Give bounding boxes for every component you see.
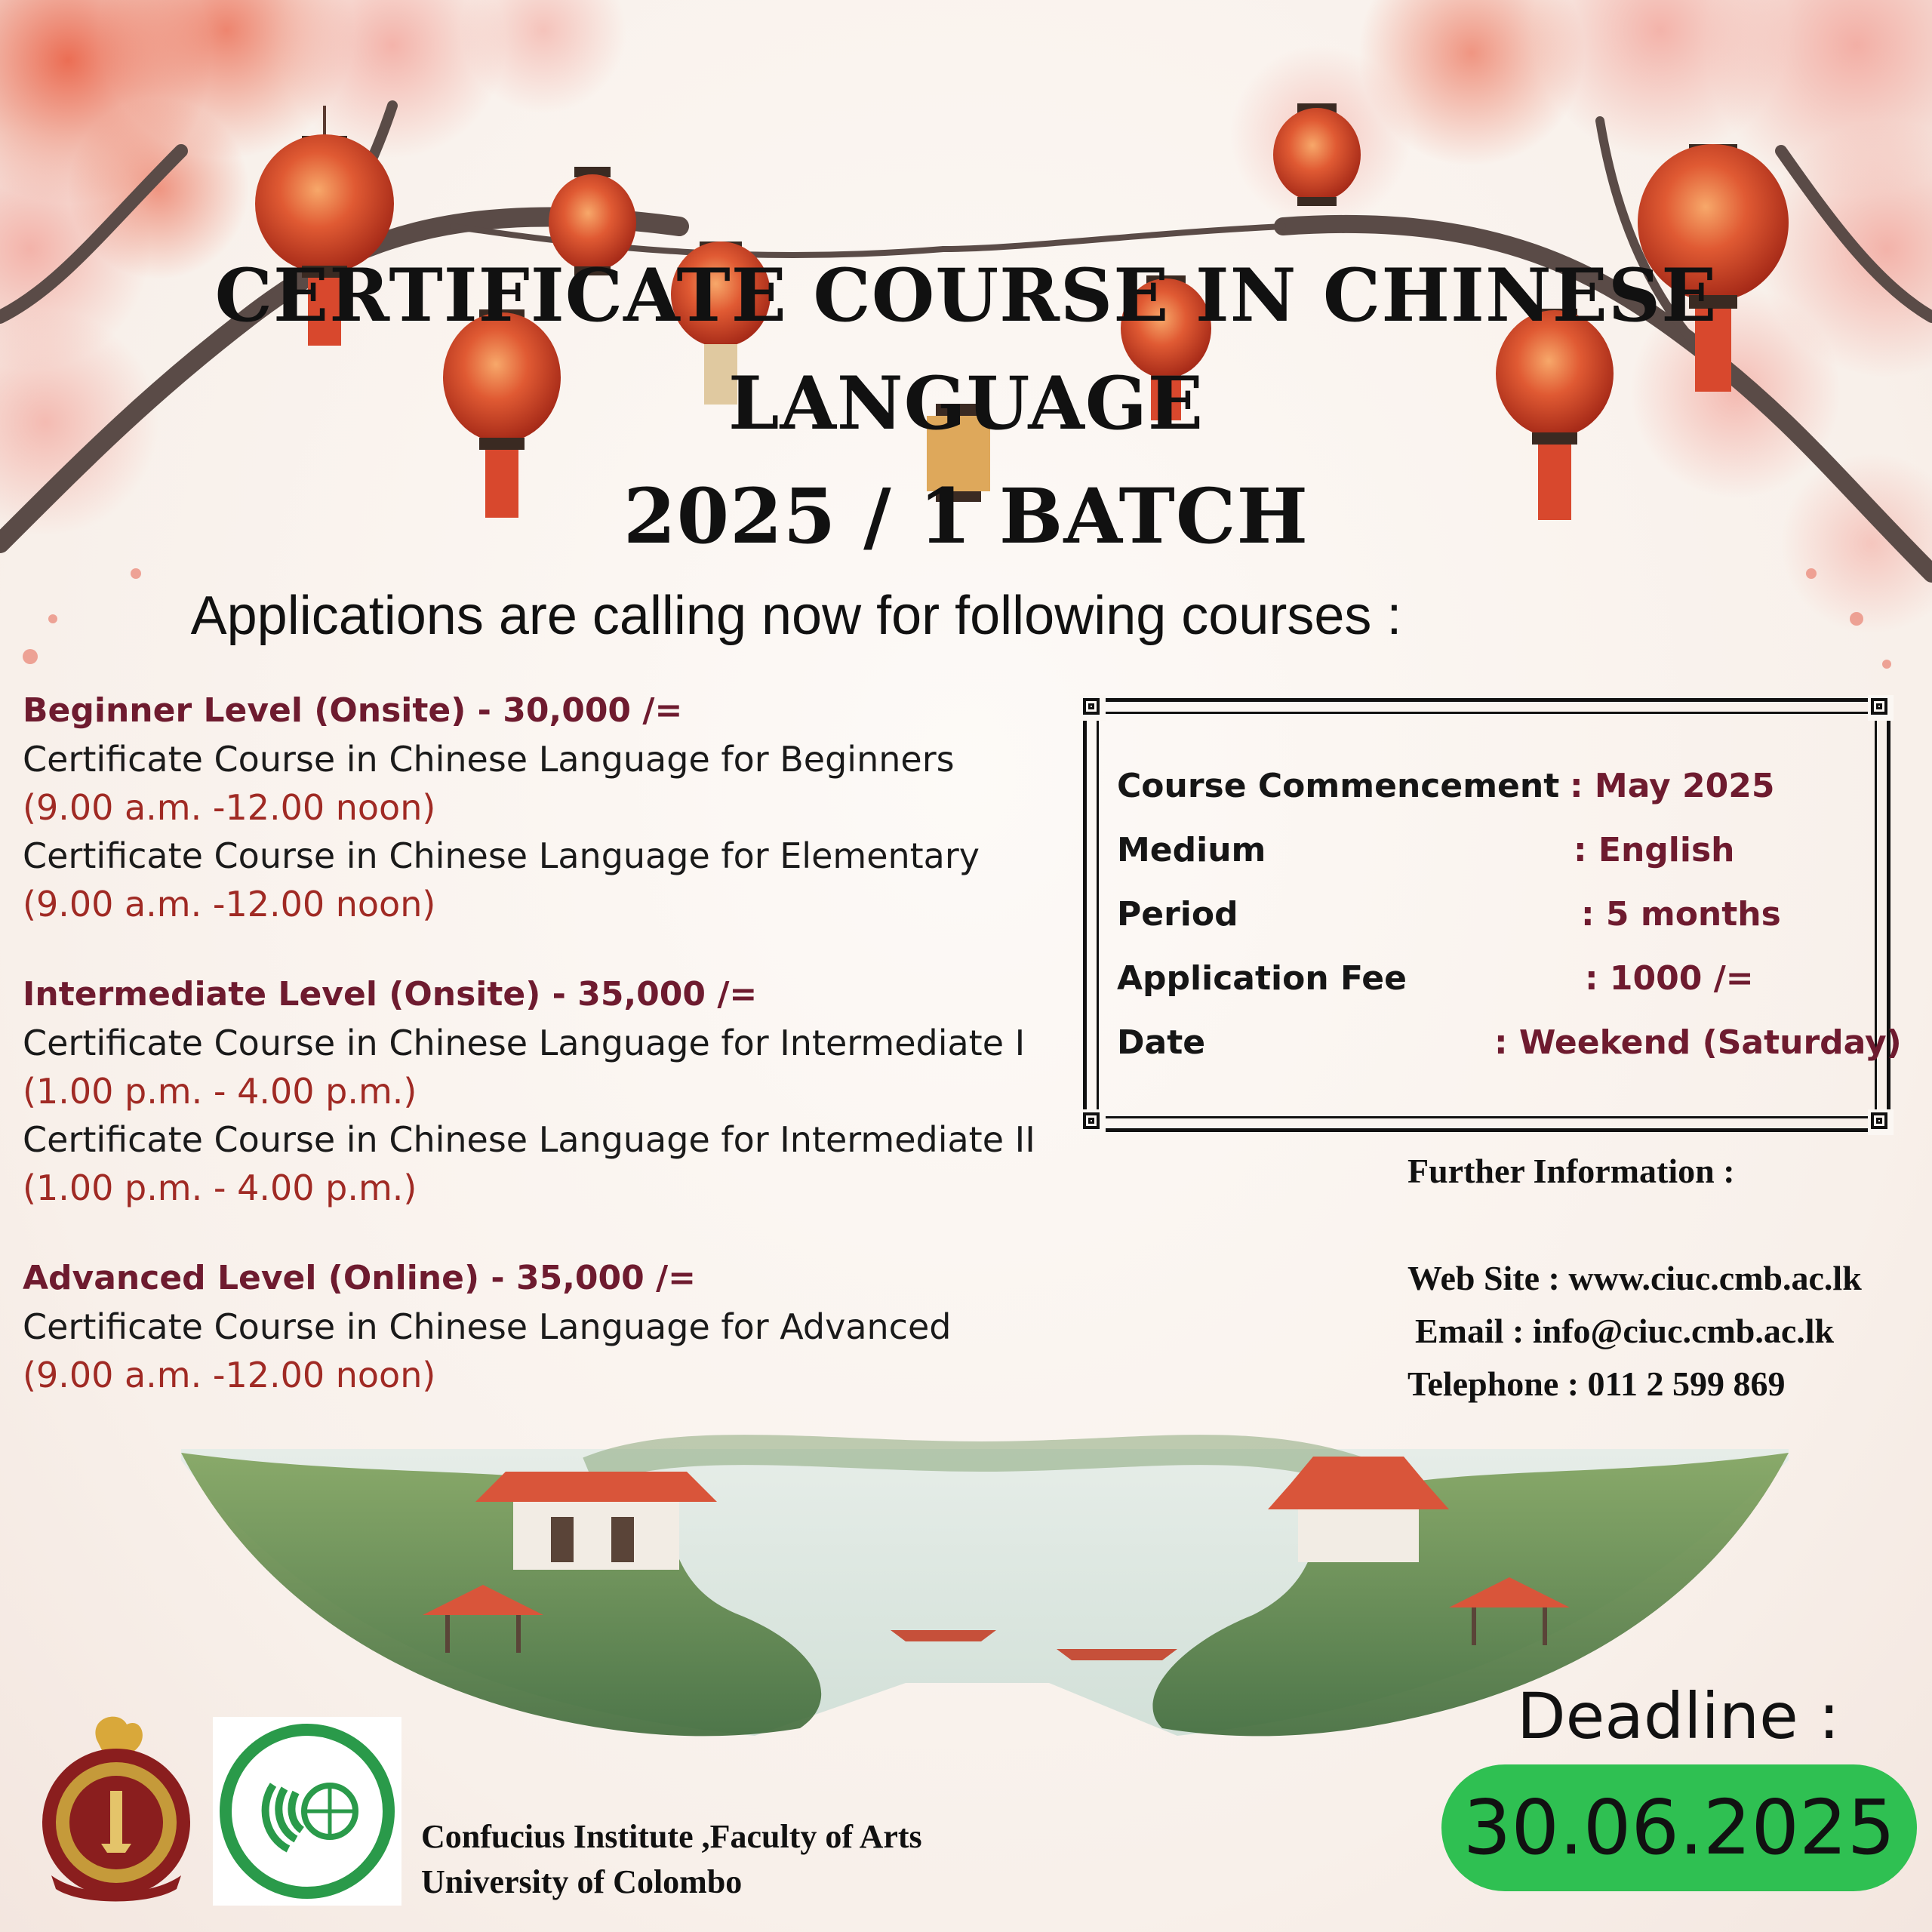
headline-line-2: LANGUAGE [728,361,1204,446]
deadline-date: 30.06.2025 [1463,1783,1896,1872]
deadline-label: Deadline : [1517,1679,1840,1753]
info-value: : 5 months [1581,895,1781,934]
info-value: : 1000 /= [1585,959,1754,998]
university-name: University of Colombo [421,1863,743,1900]
intermediate-level-heading: Intermediate Level (Onsite) - 35,000 /= [23,975,758,1014]
course-info-box [1083,698,1902,1132]
website-text[interactable]: Web Site : www.ciuc.cmb.ac.lk [1407,1259,1862,1297]
telephone-text: Telephone : 011 2 599 869 [1407,1364,1786,1403]
email-text[interactable]: Email : info@ciuc.cmb.ac.lk [1415,1312,1835,1350]
corner-ornament [1080,695,1106,721]
further-information-heading: Further Information : [1407,1152,1735,1190]
course-name: Certificate Course in Chinese Language for Beginners [23,739,955,780]
info-label: Application Fee [1117,959,1407,998]
info-label: Medium [1117,831,1266,869]
course-name: Certificate Course in Chinese Language for Intermediate I [23,1023,1026,1063]
info-value: : Weekend (Saturday) [1494,1023,1902,1062]
info-label: Course Commencement [1117,767,1560,805]
course-time: (1.00 p.m. - 4.00 p.m.) [23,1071,417,1112]
boat [1057,1649,1177,1660]
corner-ornament [1080,1109,1106,1135]
deadline-badge [1441,1764,1917,1891]
headline-line-1: CERTIFICATE COURSE IN CHINESE [214,253,1718,338]
course-name: Certificate Course in Chinese Language for Elementary [23,835,980,876]
course-list [23,687,1064,1399]
institute-name: Confucius Institute ,Faculty of Arts [421,1818,922,1855]
info-label: Period [1117,895,1238,934]
confucius-institute-logo [213,1717,401,1906]
course-time: (9.00 a.m. -12.00 noon) [23,884,436,924]
beginner-level-heading: Beginner Level (Onsite) - 30,000 /= [23,691,683,730]
info-value: : English [1574,831,1735,869]
university-of-colombo-crest [36,1709,196,1907]
boat [891,1630,996,1641]
applications-calling-line: Applications are calling now for following courses : [190,586,1402,646]
course-time: (1.00 p.m. - 4.00 p.m.) [23,1168,417,1208]
course-name: Certificate Course in Chinese Language for Advanced [23,1306,952,1347]
course-time: (9.00 a.m. -12.00 noon) [23,1355,436,1395]
course-time: (9.00 a.m. -12.00 noon) [23,787,436,828]
headline-batch: 2025 / 1 BATCH [623,472,1309,561]
corner-ornament [1868,695,1894,721]
info-value: : May 2025 [1570,767,1775,805]
corner-ornament [1868,1109,1894,1135]
advanced-level-heading: Advanced Level (Online) - 35,000 /= [23,1259,697,1297]
info-label: Date [1117,1023,1206,1062]
course-name: Certificate Course in Chinese Language for Intermediate II [23,1119,1035,1160]
